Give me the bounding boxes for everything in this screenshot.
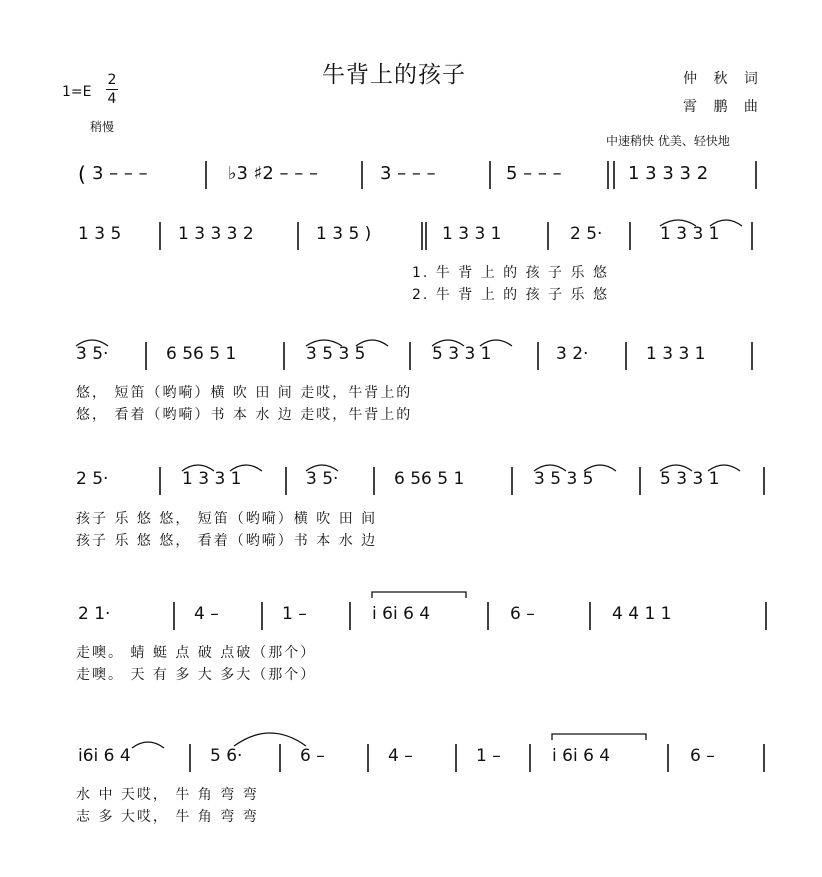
score-row-4 [0, 463, 822, 503]
measure: 5 6· [210, 746, 243, 766]
key-signature: 1=E [62, 84, 92, 100]
tempo-marking-intro: 稍慢 [90, 120, 115, 134]
lyrics-verse-1: 1. 牛 背 上 的 孩 子 乐 悠 [412, 265, 609, 281]
time-signature [106, 72, 118, 107]
measure: 4 – [388, 746, 413, 766]
composer-credit: 霄 鹏 曲 [683, 99, 764, 115]
measure: i6i 6 4 [78, 746, 131, 766]
measure: 3 5· [306, 469, 339, 489]
lyrics-verse-1: 走噢。 蜻 蜓 点 破 点破（那个） [76, 645, 317, 661]
song-title: 牛背上的孩子 [322, 62, 466, 88]
score-row-1 [0, 155, 822, 195]
measure: 1 3 3 3 2 [628, 163, 709, 184]
score-row-3 [0, 338, 822, 378]
measure: 4 – [194, 604, 219, 624]
lyrics-verse-2: 悠， 看着（哟嗬）书 本 水 边 走哎，牛背上的 [76, 407, 413, 423]
score-row-5 [0, 598, 822, 638]
measure: 5 3 3 1 [432, 344, 492, 364]
measure: 1 3 3 3 2 [178, 224, 254, 244]
measure: 1 – [282, 604, 307, 624]
measure: 5 3 3 1 [660, 469, 720, 489]
lyrics-verse-2: 孩子 乐 悠 悠， 看着（哟嗬）书 本 水 边 [76, 533, 378, 549]
tempo-marking-main: 中速稍快 优美、轻快地 [606, 134, 730, 148]
measure: 5 – – – [506, 163, 562, 184]
lyrics-verse-2: 走噢。 天 有 多 大 多大（那个） [76, 667, 317, 683]
time-signature-bottom: 4 [107, 91, 117, 107]
measure: ♭3 ♯2 – – – [228, 163, 318, 184]
measure: 3 5 3 5 [534, 469, 594, 489]
measure: 1 – [476, 746, 501, 766]
measure: 3 2· [556, 344, 589, 364]
score-row-2 [0, 218, 822, 258]
measure: 2 5· [570, 224, 603, 244]
measure: 1 3 3 1 [660, 224, 720, 244]
measure: 4 4 1 1 [612, 604, 672, 624]
measure: 1 3 5 [78, 224, 122, 244]
measure: 2 1· [78, 604, 111, 624]
lyrics-verse-1: 悠， 短笛（哟嗬）横 吹 田 间 走哎，牛背上的 [76, 385, 413, 401]
measure: i 6i 6 4 [552, 746, 611, 766]
measure: 3 5 3 5 [306, 344, 366, 364]
measure: 1 3 3 1 [442, 224, 502, 244]
measure: 6 56 5 1 [166, 344, 237, 364]
measure: 3 5· [76, 344, 109, 364]
measure: 3 – – – [380, 163, 436, 184]
measure: 1 3 3 1 [646, 344, 706, 364]
measure: i 6i 6 4 [372, 604, 431, 624]
measure: 1 3 5 ) [316, 224, 372, 244]
measure: 6 – [300, 746, 325, 766]
lyricist-credit: 仲 秋 词 [683, 71, 764, 87]
lyrics-verse-1: 水 中 天哎， 牛 角 弯 弯 [76, 787, 259, 803]
score-row-6 [0, 740, 822, 780]
measure: 2 5· [76, 469, 109, 489]
measure: 1 3 3 1 [182, 469, 242, 489]
measure: 6 56 5 1 [394, 469, 465, 489]
measure: 3 – – – [92, 163, 148, 184]
lyrics-verse-1: 孩子 乐 悠 悠， 短笛（哟嗬）横 吹 田 间 [76, 511, 378, 527]
lyrics-verse-2: 志 多 大哎， 牛 角 弯 弯 [76, 809, 259, 825]
measure: 6 – [510, 604, 535, 624]
measure: 6 – [690, 746, 715, 766]
time-signature-top: 2 [107, 72, 117, 88]
svg-text:(: ( [78, 162, 86, 186]
lyrics-verse-2: 2. 牛 背 上 的 孩 子 乐 悠 [412, 287, 609, 303]
